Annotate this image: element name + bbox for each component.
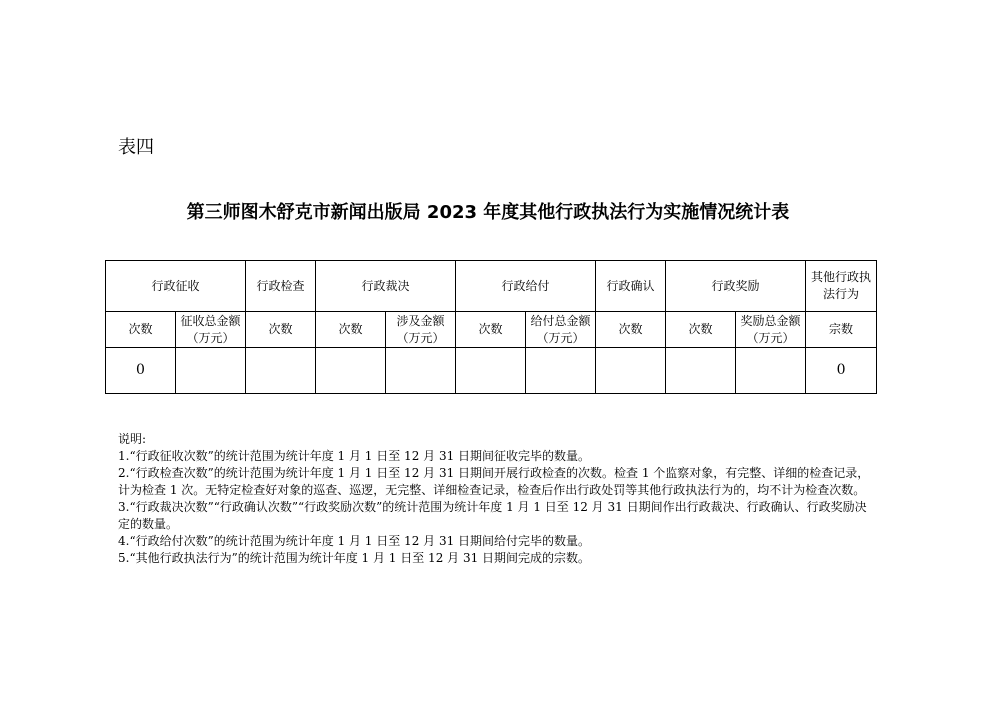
data-cell bbox=[456, 348, 526, 394]
subheader-cell: 次数 bbox=[106, 312, 176, 348]
subheader-cell: 次数 bbox=[246, 312, 316, 348]
subheader-cell: 征收总金额（万元） bbox=[176, 312, 246, 348]
header-administrative-reward: 行政奖励 bbox=[666, 261, 806, 312]
subheader-cell: 宗数 bbox=[806, 312, 877, 348]
data-cell bbox=[596, 348, 666, 394]
note-item: 2.“行政检查次数”的统计范围为统计年度 1 月 1 日至 12 月 31 日期间开展行政检查的次数。检查 1 个监察对象，有完整、详细的检查记录，计为检查 1 次。无特定检查好对象的巡查、巡逻，无完整、详细检查记录，检查后作出行政处罚等其他行政执法行为的，均不计为检查次数。 bbox=[118, 466, 870, 497]
header-administrative-payment: 行政给付 bbox=[456, 261, 596, 312]
data-cell bbox=[386, 348, 456, 394]
data-cell bbox=[526, 348, 596, 394]
subheader-cell: 次数 bbox=[666, 312, 736, 348]
table-number-label: 表四 bbox=[118, 137, 154, 158]
data-cell bbox=[316, 348, 386, 394]
header-other-enforcement: 其他行政执法行为 bbox=[806, 261, 877, 312]
statistics-table bbox=[105, 260, 877, 394]
note-item: 5.“其他行政执法行为”的统计范围为统计年度 1 月 1 日至 12 月 31 日期间完成的宗数。 bbox=[118, 551, 591, 565]
header-administrative-inspection: 行政检查 bbox=[246, 261, 316, 312]
data-cell bbox=[736, 348, 806, 394]
document-title: 第三师图木舒克市新闻出版局 2023 年度其他行政执法行为实施情况统计表 bbox=[186, 202, 790, 223]
data-cell bbox=[246, 348, 316, 394]
header-administrative-ruling: 行政裁决 bbox=[316, 261, 456, 312]
category-header-row bbox=[106, 261, 877, 312]
data-cell: 0 bbox=[106, 348, 176, 394]
subheader-cell: 次数 bbox=[316, 312, 386, 348]
subheader-cell: 奖励总金额（万元） bbox=[736, 312, 806, 348]
data-cell: 0 bbox=[806, 348, 877, 394]
data-cell bbox=[666, 348, 736, 394]
note-item: 1.“行政征收次数”的统计范围为统计年度 1 月 1 日至 12 月 31 日期间征收完毕的数量。 bbox=[118, 449, 591, 463]
subheader-cell: 次数 bbox=[456, 312, 526, 348]
subheader-cell: 涉及金额（万元） bbox=[386, 312, 456, 348]
notes-heading: 说明: bbox=[118, 432, 147, 446]
subheader-cell: 次数 bbox=[596, 312, 666, 348]
subheader-row bbox=[106, 312, 877, 348]
note-item: 4.“行政给付次数”的统计范围为统计年度 1 月 1 日至 12 月 31 日期间给付完毕的数量。 bbox=[118, 534, 591, 548]
notes-section bbox=[118, 431, 878, 567]
note-item: 3.“行政裁决次数”“行政确认次数”“行政奖励次数”的统计范围为统计年度 1 月 1 日至 12 月 31 日期间作出行政裁决、行政确认、行政奖励决定的数量。 bbox=[118, 500, 867, 531]
data-cell bbox=[176, 348, 246, 394]
data-row bbox=[106, 348, 877, 394]
header-administrative-levy: 行政征收 bbox=[106, 261, 246, 312]
header-administrative-confirmation: 行政确认 bbox=[596, 261, 666, 312]
subheader-cell: 给付总金额（万元） bbox=[526, 312, 596, 348]
